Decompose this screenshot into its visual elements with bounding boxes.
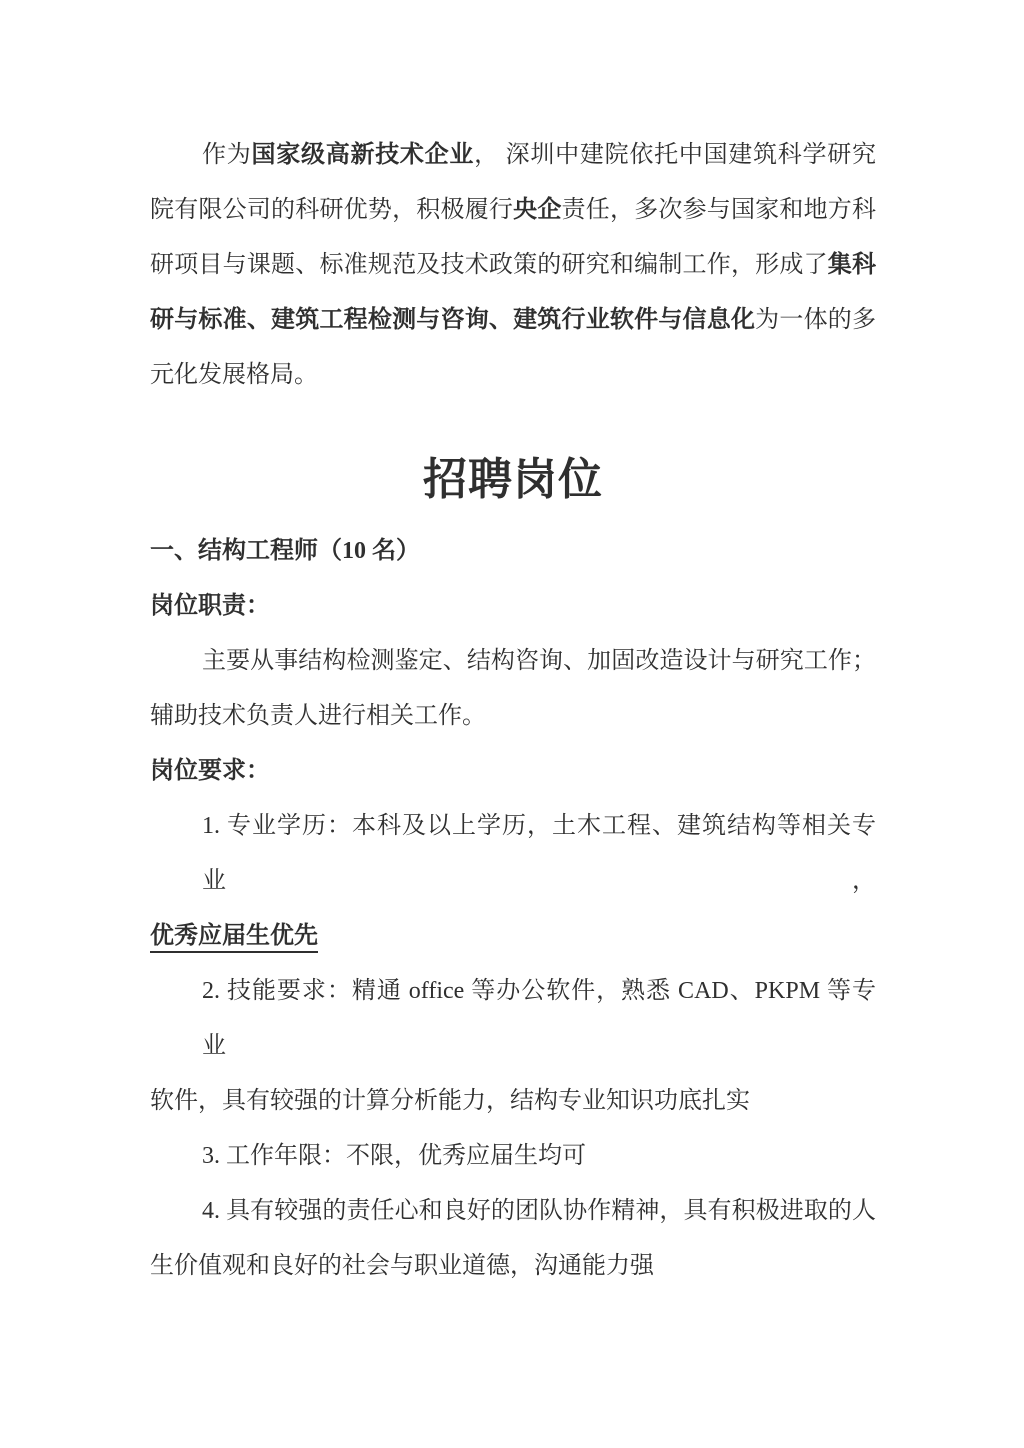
text-line [150, 1239, 876, 1294]
text-segment: ， 深圳中建院依托中国建筑科学研究 [474, 142, 877, 168]
text-segment: 岗位职责： [150, 593, 270, 619]
section-heading [150, 524, 876, 579]
intro-paragraph [150, 128, 876, 403]
text-segment: 元化发展格局。 [150, 362, 318, 388]
text-line [150, 238, 876, 293]
page-title: 招聘岗位 [423, 455, 603, 504]
text-segment: 主要从事结构检测鉴定、结构咨询、加固改造设计与研究工作； [202, 648, 876, 674]
requirement-item-1 [150, 799, 876, 964]
requirements-label [150, 744, 876, 799]
duties-paragraph [150, 634, 876, 744]
text-line [150, 1129, 876, 1184]
text-segment: 研与标准、建筑工程检测与咨询、建筑行业软件与信息化 [150, 307, 756, 333]
text-line [150, 128, 876, 183]
text-segment: 一、结构工程师（10 名） [150, 538, 420, 564]
requirement-item-2 [150, 964, 876, 1129]
text-segment: 3. 工作年限：不限，优秀应届生均可 [202, 1143, 586, 1169]
text-segment: 软件，具有较强的计算分析能力，结构专业知识功底扎实 [150, 1088, 750, 1114]
text-line [150, 348, 876, 403]
text-segment: 作为 [202, 142, 252, 168]
text-line [150, 1184, 876, 1239]
text-line [150, 689, 876, 744]
requirement-item-4 [150, 1184, 876, 1294]
text-segment: 研项目与课题、标准规范及技术政策的研究和编制工作，形成了 [150, 252, 828, 278]
text-segment: 优秀应届生优先 [150, 923, 318, 953]
text-segment: 央企 [513, 197, 562, 223]
position-section [150, 524, 876, 1294]
text-segment: 2. 技能要求：精通 office 等办公软件，熟悉 CAD、PKPM 等专业 [202, 978, 876, 1059]
text-segment: 岗位要求： [150, 758, 270, 784]
text-segment: 辅助技术负责人进行相关工作。 [150, 703, 486, 729]
requirement-item-3 [150, 1129, 876, 1184]
text-line [150, 964, 876, 1074]
text-segment: 责任，多次参与国家和地方科 [561, 197, 877, 223]
text-segment: 院有限公司的科研优势，积极履行 [150, 197, 514, 223]
text-segment: 生价值观和良好的社会与职业道德，沟通能力强 [150, 1253, 654, 1279]
text-segment: 为一体的多 [755, 307, 876, 333]
text-line [150, 799, 876, 909]
text-line [150, 634, 876, 689]
text-line [150, 293, 876, 348]
text-segment: 4. 具有较强的责任心和良好的团队协作精神，具有积极进取的人 [202, 1198, 876, 1224]
duties-label [150, 579, 876, 634]
text-segment: 集科 [827, 252, 877, 278]
text-segment: 国家级高新技术企业 [251, 142, 475, 168]
text-segment: 1. 专业学历：本科及以上学历，土木工程、建筑结构等相关专业， [202, 813, 876, 894]
text-line [150, 183, 876, 238]
text-line [150, 909, 876, 964]
text-line [150, 1074, 876, 1129]
